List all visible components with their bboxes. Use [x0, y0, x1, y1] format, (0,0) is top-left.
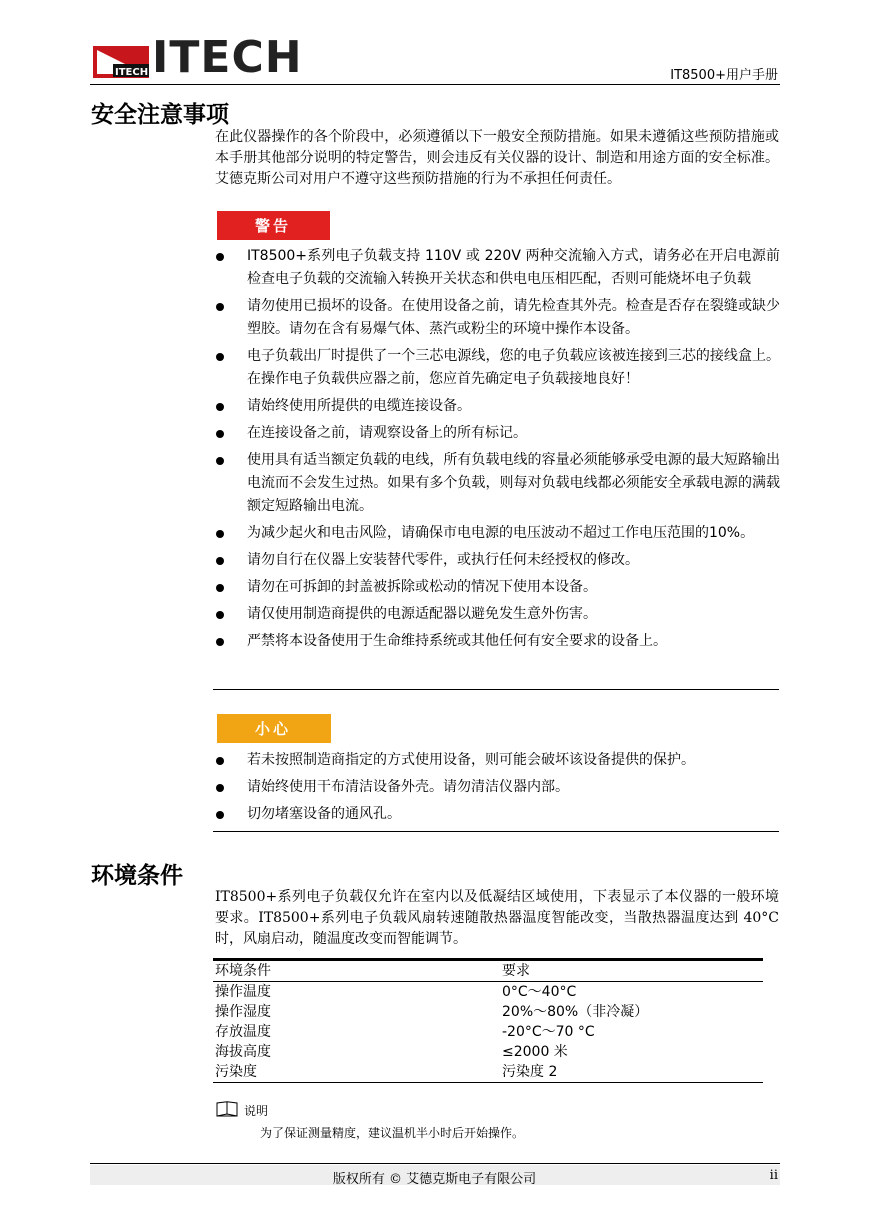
caution-label: 小心: [217, 714, 331, 743]
list-item: 严禁将本设备使用于生命维持系统或其他任何有安全要求的设备上。: [215, 630, 780, 653]
bullet-icon: [216, 253, 224, 261]
note-label: 说明: [244, 1104, 269, 1118]
table-cell: 海拔高度: [215, 1044, 271, 1060]
bullet-icon: [216, 457, 224, 465]
header-divider: [90, 84, 780, 85]
table-cell: 存放温度: [215, 1024, 271, 1040]
table-cell: 污染度: [213, 1062, 500, 1083]
footer-divider: [90, 1163, 780, 1164]
bullet-icon: [216, 530, 224, 538]
table-cell: 20%～80%（非冷凝）: [502, 1004, 649, 1020]
list-item: 若未按照制造商指定的方式使用设备，则可能会破坏该设备提供的保护。: [215, 749, 780, 772]
list-item: IT8500+系列电子负载支持 110V 或 220V 两种交流输入方式，请务必在开启电源前检查电子负载的交流输入转换开关状态和供电电压相匹配，否则可能烧坏电子负载: [215, 245, 780, 291]
list-item: 在连接设备之前，请观察设备上的所有标记。: [215, 422, 780, 445]
warning-label: 警告: [217, 211, 330, 240]
list-item: 使用具有适当额定负载的电线，所有负载电线的容量必须能够承受电源的最大短路输出电流而不会发生过热。如果有多个负载，则每对负载电线都必须能安全承载电源的满载额定短路输出电流。: [215, 449, 780, 518]
column-header: 要求: [500, 960, 763, 982]
safety-heading: 安全注意事项: [91, 102, 229, 128]
page-number: ii: [769, 1168, 778, 1183]
list-item: 请仅使用制造商提供的电源适配器以避免发生意外伤害。: [215, 603, 780, 626]
bullet-icon: [216, 303, 224, 311]
column-header: 环境条件: [213, 960, 500, 982]
bullet-icon: [216, 757, 224, 765]
list-item: 请勿自行在仪器上安装替代零件，或执行任何未经授权的修改。: [215, 549, 780, 572]
list-item: 请始终使用干布清洁设备外壳。请勿清洁仪器内部。: [215, 776, 780, 799]
table-row: [213, 1022, 763, 1042]
caution-list: [215, 749, 780, 830]
bullet-icon: [216, 353, 224, 361]
table-row: [213, 1042, 763, 1062]
list-item: 请始终使用所提供的电缆连接设备。: [215, 395, 780, 418]
bullet-icon: [216, 403, 224, 411]
bullet-icon: [216, 557, 224, 565]
list-item: 请勿使用已损坏的设备。在使用设备之前，请先检查其外壳。检查是否存在裂缝或缺少塑胶。请勿在含有易爆气体、蒸汽或粉尘的环境中操作本设备。: [215, 295, 780, 341]
list-item: 请勿在可拆卸的封盖被拆除或松动的情况下使用本设备。: [215, 576, 780, 599]
warning-section-divider: [213, 689, 779, 690]
bullet-icon: [216, 584, 224, 592]
table-cell: 操作湿度: [215, 1004, 271, 1020]
list-item: 切勿堵塞设备的通风孔。: [215, 803, 780, 826]
table-cell: 0°C～40°C: [502, 984, 577, 1000]
list-item: 电子负载出厂时提供了一个三芯电源线，您的电子负载应该被连接到三芯的接线盒上。在操作电子负载供应器之前，您应首先确定电子负载接地良好！: [215, 345, 780, 391]
environment-intro: IT8500+系列电子负载仅允许在室内以及低凝结区域使用，下表显示了本仪器的一般环境要求。IT8500+系列电子负载风扇转速随散热器温度智能改变，当散热器温度达到 40°C 时，风扇启动，随温度改变而智能调节。: [215, 889, 779, 947]
table-row: [213, 1062, 763, 1083]
bullet-icon: [216, 811, 224, 819]
caution-section-divider: [213, 831, 779, 832]
note-text: 为了保证测量精度，建议温机半小时后开始操作。: [260, 1126, 525, 1140]
table-row: [213, 1002, 763, 1022]
table-row: [213, 982, 763, 1003]
manual-title: IT8500+用户手册: [670, 68, 778, 83]
bullet-icon: [216, 430, 224, 438]
logo-badge-text: ITECH: [115, 67, 149, 78]
safety-intro: 在此仪器操作的各个阶段中，必须遵循以下一般安全预防措施。如果未遵循这些预防措施或本手册其他部分说明的特定警告，则会违反有关仪器的设计、制造和用途方面的安全标准。艾德克斯公司对用户不遵守这些预防措施的行为不承担任何责任。: [215, 129, 779, 187]
logo-wordmark: ITECH: [152, 32, 303, 83]
book-icon: [216, 1101, 238, 1117]
table-cell: 污染度 2: [500, 1062, 763, 1083]
table-cell: 操作温度: [215, 984, 271, 1000]
table-cell: ≤2000 米: [502, 1044, 568, 1060]
table-header-row: [213, 960, 763, 982]
bullet-icon: [216, 611, 224, 619]
environment-table: [213, 958, 763, 1083]
bullet-icon: [216, 784, 224, 792]
warning-list: [215, 245, 780, 657]
bullet-icon: [216, 638, 224, 646]
table-cell: -20°C～70 °C: [502, 1024, 595, 1040]
environment-heading: 环境条件: [91, 863, 183, 889]
list-item: 为减少起火和电击风险，请确保市电电源的电压波动不超过工作电压范围的10%。: [215, 522, 780, 545]
footer-copyright: 版权所有 © 艾德克斯电子有限公司: [332, 1172, 537, 1187]
